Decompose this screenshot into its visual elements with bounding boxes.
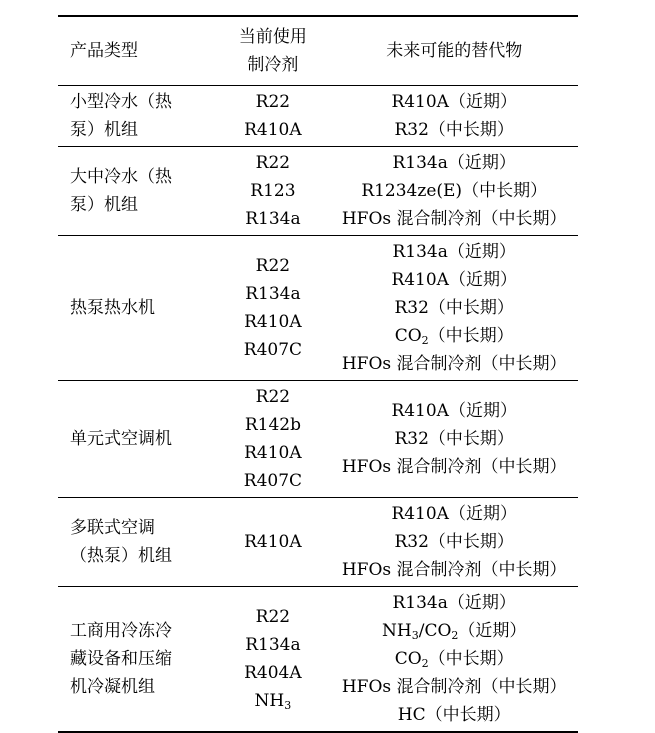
product-cell: 多联式空调 （热泵）机组: [70, 518, 172, 566]
future-cell: R134a（近期） R1234ze(E)（中长期） HFOs 混合制冷剂（中长期）: [341, 153, 567, 229]
future-cell: R134a（近期） $NH_3/CO_2$（近期） $CO_2$（中长期） HFOs 混合制冷剂（中长期） HC（中长期）: [341, 593, 567, 725]
future-cell: R410A（近期） R32（中长期） HFOs 混合制冷剂（中长期）: [341, 504, 567, 580]
product-cell: 单元式空调机: [70, 429, 172, 449]
future-cell: R410A（近期） R32（中长期） HFOs 混合制冷剂（中长期）: [341, 401, 567, 477]
table-row: [58, 86, 578, 147]
current-cell: R410A: [244, 532, 302, 552]
product-cell: 热泵热水机: [70, 298, 155, 318]
table-row: [58, 498, 578, 587]
product-cell: 大中冷水（热 泵）机组: [70, 167, 172, 215]
header-row: [58, 16, 578, 86]
refrigerant-table: [58, 15, 578, 733]
future-cell: R134a（近期） R410A（近期） R32（中长期） $CO_2$（中长期） HFOs 混合制冷剂（中长期）: [341, 242, 567, 374]
table-row: [58, 147, 578, 236]
product-cell: 小型冷水（热 泵）机组: [70, 92, 172, 140]
current-cell: R22 R134a R404A $NH_3$: [244, 607, 302, 712]
header-product-type: 产品类型: [70, 41, 138, 61]
table-row: [58, 381, 578, 498]
future-cell: R410A（近期） R32（中长期）: [391, 92, 517, 140]
product-cell: 工商用冷冻冷 藏设备和压缩 机冷凝机组: [70, 621, 172, 697]
table-row: [58, 236, 578, 381]
table-row: [58, 587, 578, 733]
current-cell: R22 R134a R410A R407C: [243, 256, 303, 360]
header-current-refrigerant: 当前使用 制冷剂: [238, 27, 307, 75]
header-future-alternatives: 未来可能的替代物: [386, 41, 523, 61]
current-cell: R22 R142b R410A R407C: [243, 387, 303, 491]
current-cell: R22 R410A: [244, 92, 302, 140]
current-cell: R22 R123 R134a: [245, 153, 301, 229]
